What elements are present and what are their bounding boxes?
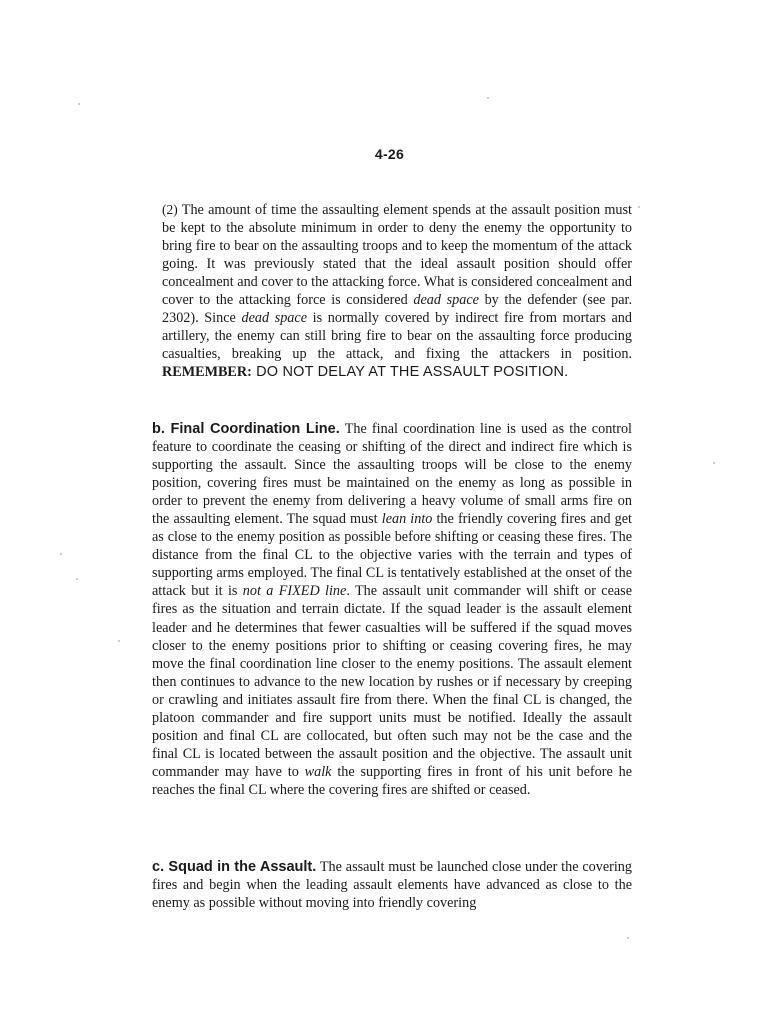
paragraph-b-heading: b. Final Coordination Line. [152,421,340,437]
scan-speck [60,553,62,555]
sub-paragraph-text: The amount of time the assaulting element spends at the assault position must be kept to the absolute minimum in order to deny the enemy the opportunity to bring fire to bear on the assaulting troops and to keep the momentum of the attack going. It was previously stated that the ideal assault position should offer concealment and cover to the attacking force. What is considered concealment and cover to the attacking force is considered [162,202,632,309]
emphasis-walk: walk [304,763,332,780]
remember-label: REMEMBER: [162,364,252,381]
emphasis-not-fixed-line: not a FIXED line [242,583,347,600]
remember-text: DO NOT DELAY AT THE ASSAULT POSITION. [251,364,569,381]
emphasis-lean-into: lean into [381,511,433,528]
sub-paragraph-2 [162,201,632,381]
paragraph-squad-in-assault [152,858,632,912]
scan-speck [627,937,629,939]
paragraph-final-coordination-line [152,420,632,799]
paragraph-c-text: The assault must be launched close under the covering fires and begin when the leading assault elements have advanced as close to the enemy as possible without moving into friendly covering [152,859,632,912]
paragraph-b-text: The final coordination line is used as the control feature to coordinate the ceasing or shifting of the direct and indirect fire which is supporting the assault. Since the assaulting troops will be close to the enemy position, covering fires must be maintained on the enemy as long as possible in order to prevent the enemy from delivering a heavy volume of small arms fire on the assaulting element. The squad must [152,421,632,528]
scan-speck [638,206,640,208]
sub-paragraph-text: by the defender (see par. 2302). Since [162,292,632,327]
emphasis-dead-space: dead space [413,292,479,309]
emphasis-dead-space: dead space [241,310,307,327]
page-number: 4-26 [374,146,405,162]
scan-speck [118,640,120,642]
sub-paragraph-label: (2) [162,202,178,217]
paragraph-b-text: the supporting fires in front of his unit before he reaches the final CL where the covering fires are shifted or ceased. [152,763,632,798]
paragraph-b-text: the friendly covering fires and get as close to the enemy position as possible before shifting or ceasing these fires. The distance from the final CL to the objective varies with the terrain and types of supporting arms employed. The final CL is tentatively established at the onset of the attack but it is [152,511,633,600]
scan-speck [76,578,78,580]
paragraph-c-heading: c. Squad in the Assault. [152,859,317,875]
paragraph-b-text: . The assault unit commander will shift or cease fires as the situation and terrain dictate. If the squad leader is the assault element leader and he determines that fewer casualties will be suffered if the squad moves closer to the enemy positions prior to shifting or ceasing covering fires, he may move the final coordination line closer to the enemy positions. The assault element then continues to advance to the new location by rushes or if necessary by creeping or crawling and initiates assault fire from there. When the final CL is changed, the platoon commander and fire support units must be notified. Ideally the assault position and final CL are collocated, but often such may not be the case and the final CL is located between the assault position and the objective. The assault unit commander may have to [152,583,633,780]
scan-speck [713,462,715,464]
scan-speck [78,103,80,105]
scan-speck [487,97,489,99]
sub-paragraph-text: is normally covered by indirect fire from mortars and artillery, the enemy can still bring fire to bear on the assaulting force producing casualties, breaking up the attack, and fixing the attackers in position. [162,310,632,363]
